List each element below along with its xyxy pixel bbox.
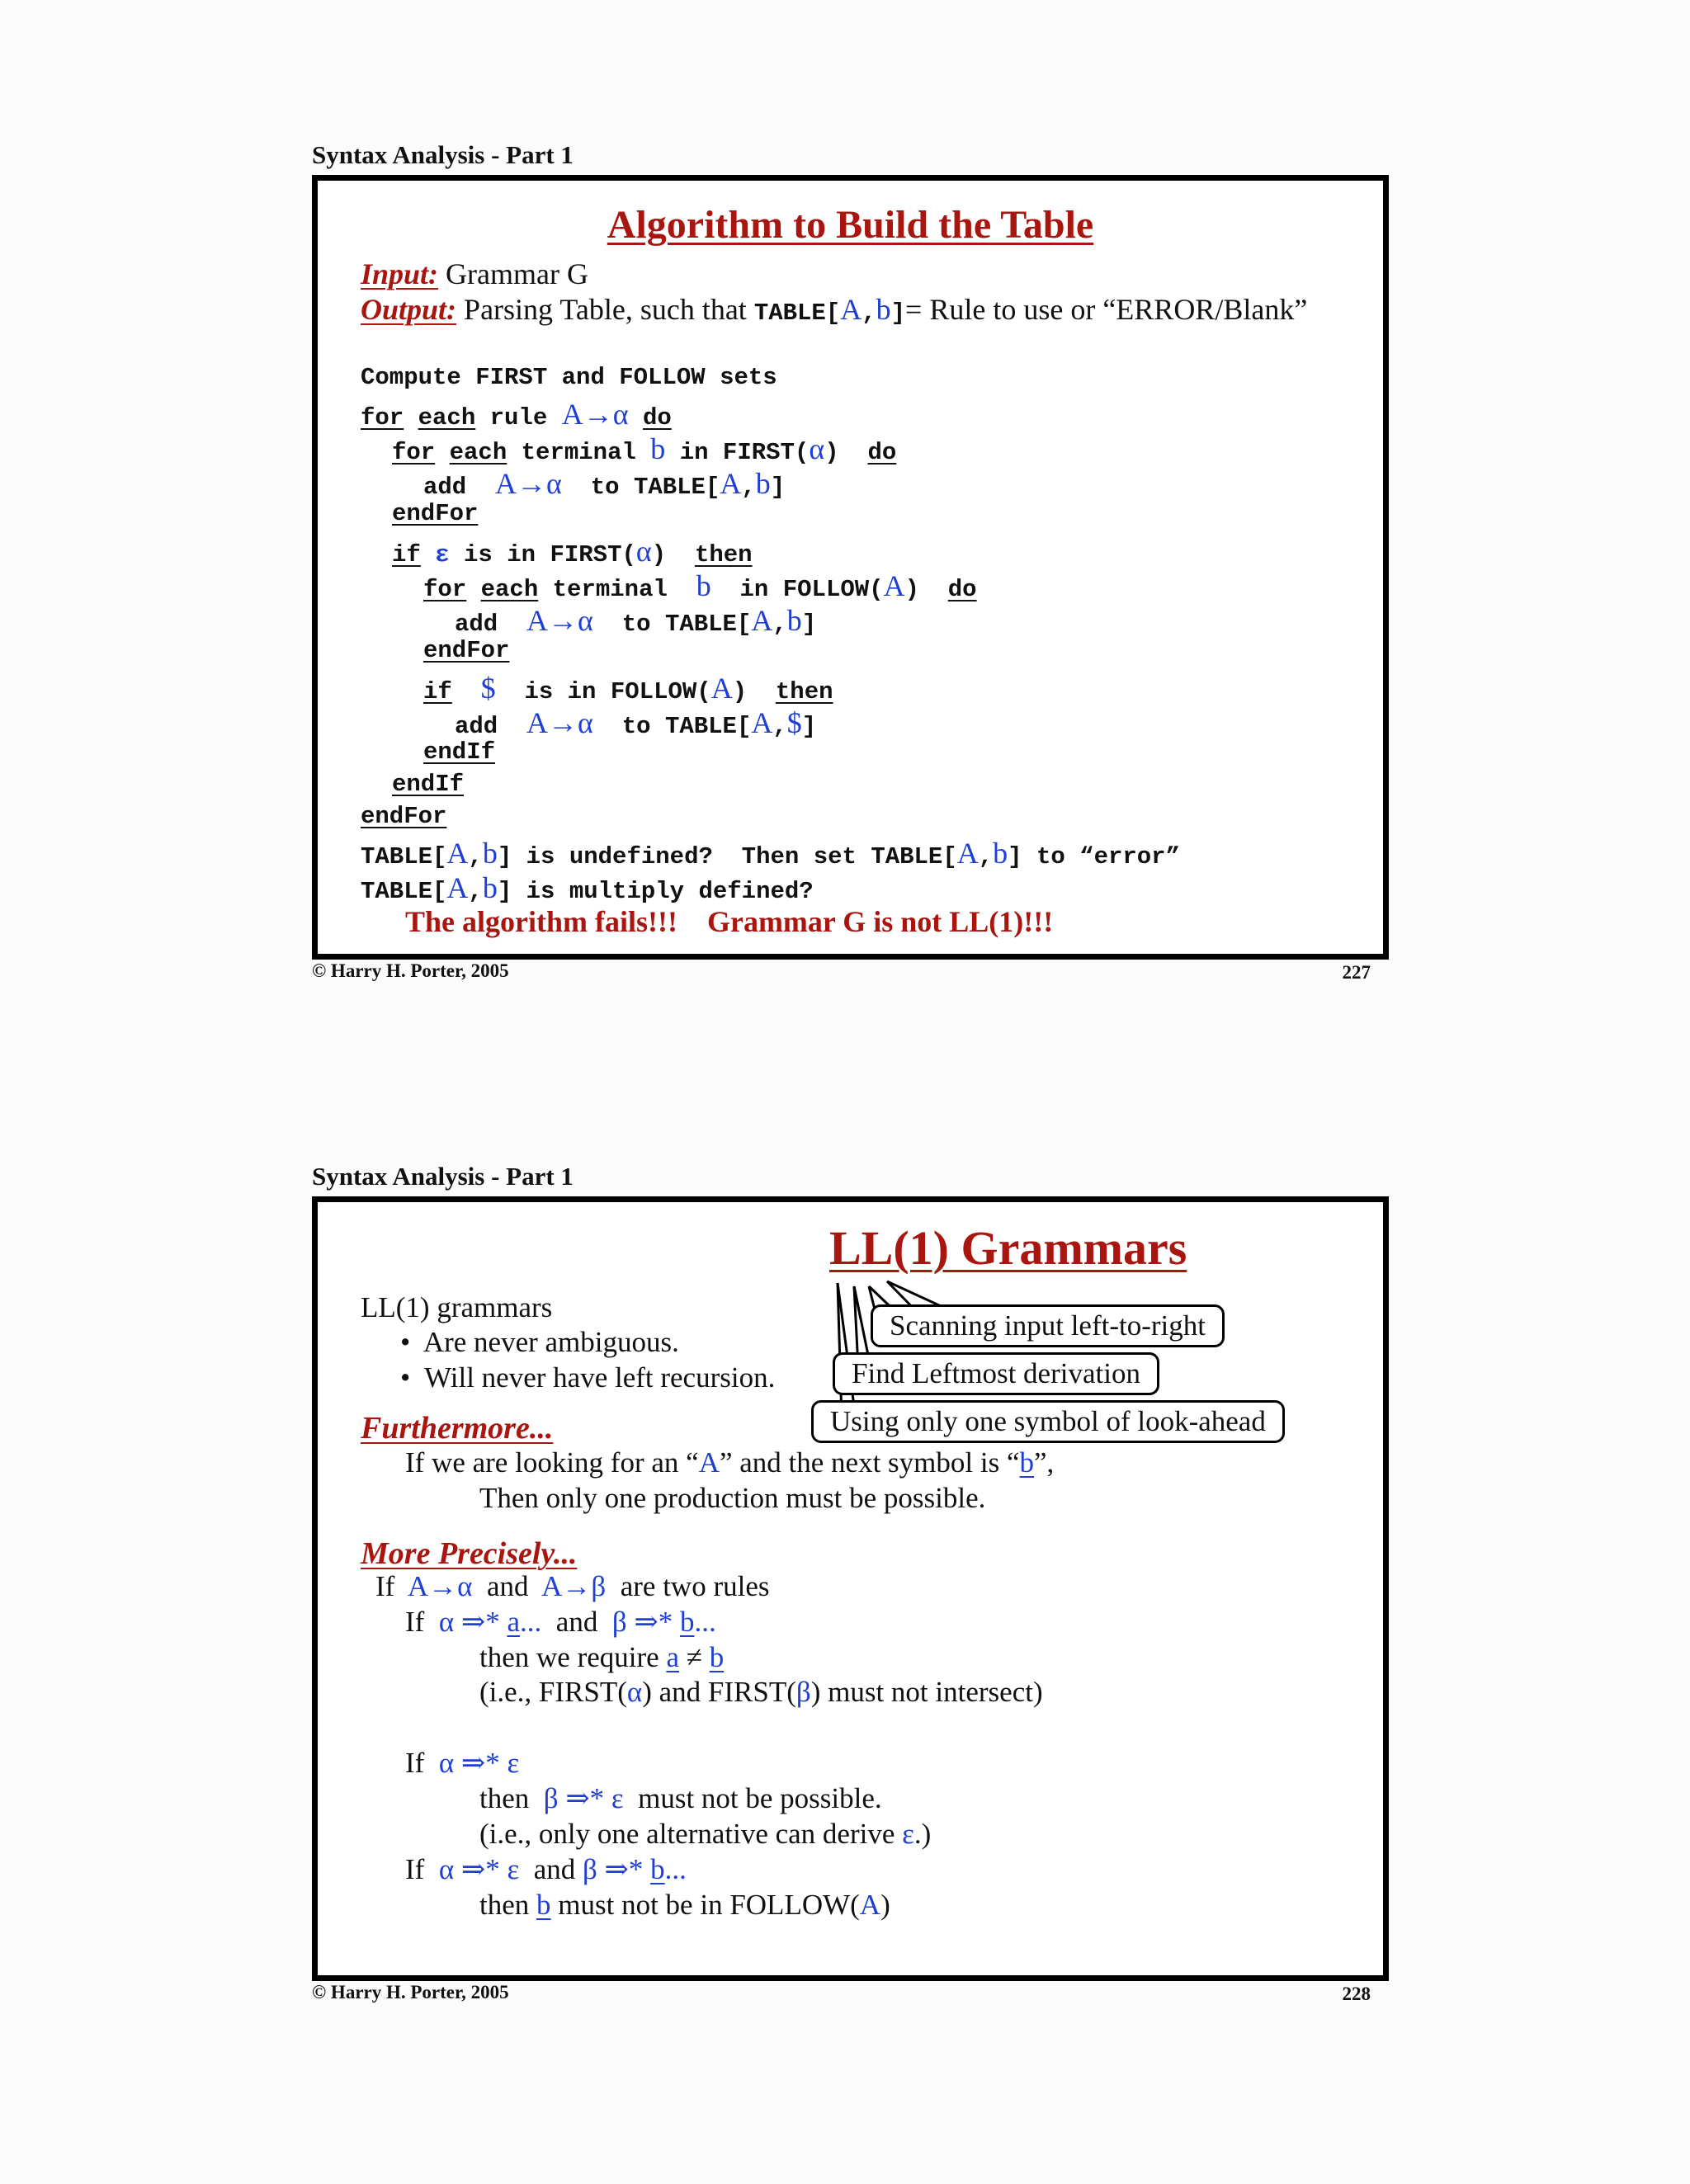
code-line-13: endIf <box>392 771 465 798</box>
slide-title: Algorithm to Build the Table <box>607 203 1094 247</box>
derive-line-3: If α ⇒* ε and β ⇒* b... <box>405 1853 687 1885</box>
slide-header: Syntax Analysis - Part 1 <box>312 140 574 169</box>
furthermore-line-2: Then only one production must be possible. <box>479 1482 986 1514</box>
slide-228 <box>312 1162 1389 2012</box>
slide-title: LL(1) Grammars <box>829 1221 1187 1275</box>
code-line-5: endFor <box>392 500 479 527</box>
output-b: b <box>876 293 891 326</box>
footer-copyright: © Harry H. Porter, 2005 <box>312 960 509 981</box>
code-line-10: if $ is in FOLLOW(A) then <box>423 672 833 705</box>
output-comma: , <box>862 300 876 327</box>
code-line-3: for each terminal b in FIRST(α) do <box>392 432 897 466</box>
output-line <box>361 292 1307 327</box>
code-line-9: endFor <box>423 637 510 664</box>
slide-frame <box>312 175 1389 960</box>
furthermore-line-1: If we are looking for an “A” and the next symbol is “b”, <box>405 1446 1055 1479</box>
output-A: A <box>840 293 862 326</box>
code-line-16: TABLE[A,b] is multiply defined? <box>361 871 814 905</box>
code-line-7: for each terminal b in FOLLOW(A) do <box>423 569 977 603</box>
code-line-6: if ε is in FIRST(α) then <box>392 535 753 568</box>
follow-line: then b must not be in FOLLOW(A) <box>479 1889 890 1921</box>
page-number: 228 <box>1342 1984 1371 2004</box>
input-line <box>361 257 588 291</box>
input-label: Input: <box>361 257 439 290</box>
furthermore-heading: Furthermore... <box>361 1411 554 1446</box>
footer-copyright: © Harry H. Porter, 2005 <box>312 1982 509 2002</box>
input-text: Grammar G <box>446 257 588 290</box>
output-close: ] <box>890 300 906 327</box>
slide-227 <box>312 140 1389 990</box>
code-line-2: for each rule A→α do <box>361 398 672 432</box>
rules-line: If A→α and A→β are two rules <box>375 1570 770 1602</box>
code-line-8: add A→α to TABLE[A,b] <box>455 604 817 638</box>
not-possible-line: then β ⇒* ε must not be possible. <box>479 1782 882 1814</box>
callout-leftmost: Find Leftmost derivation <box>833 1352 1159 1395</box>
intro-text: LL(1) grammars <box>361 1291 553 1323</box>
code-line-14: endFor <box>361 803 447 830</box>
ie-only-line: (i.e., only one alternative can derive ε.) <box>479 1818 932 1850</box>
output-text-b: = Rule to use or “ERROR/Blank” <box>905 293 1308 326</box>
slide-frame <box>312 1196 1389 1981</box>
slide-header: Syntax Analysis - Part 1 <box>312 1162 574 1191</box>
output-code: TABLE[ <box>753 300 841 327</box>
bullet-2: • Will never have left recursion. <box>400 1361 776 1394</box>
callout-lookahead: Scanning input left-to-right <box>871 1304 1225 1347</box>
output-label: Output: <box>361 293 457 326</box>
code-line-11: add A→α to TABLE[A,$] <box>455 706 817 740</box>
require-line: then we require a ≠ b <box>479 1641 725 1673</box>
derive-line-2: If α ⇒* ε <box>405 1747 520 1779</box>
page-number: 227 <box>1342 962 1371 983</box>
code-line-1: Compute FIRST and FOLLOW sets <box>361 364 777 391</box>
ie-first-line: (i.e., FIRST(α) and FIRST(β) must not intersect) <box>479 1676 1043 1708</box>
code-line-12: endIf <box>423 738 496 766</box>
bullet-1: • Are never ambiguous. <box>400 1326 679 1358</box>
callout-left-to-right: Using only one symbol of look-ahead <box>811 1400 1285 1443</box>
derive-line-1: If α ⇒* a... and β ⇒* b... <box>405 1606 716 1638</box>
fail-message: The algorithm fails!!! Grammar G is not LL(1)!!! <box>405 905 1054 938</box>
output-text: Parsing Table, such that <box>464 293 747 326</box>
code-line-4: add A→α to TABLE[A,b] <box>423 467 786 501</box>
more-precisely-heading: More Precisely... <box>361 1536 578 1571</box>
code-line-15: TABLE[A,b] is undefined? Then set TABLE[A,b] to “error” <box>361 837 1180 870</box>
